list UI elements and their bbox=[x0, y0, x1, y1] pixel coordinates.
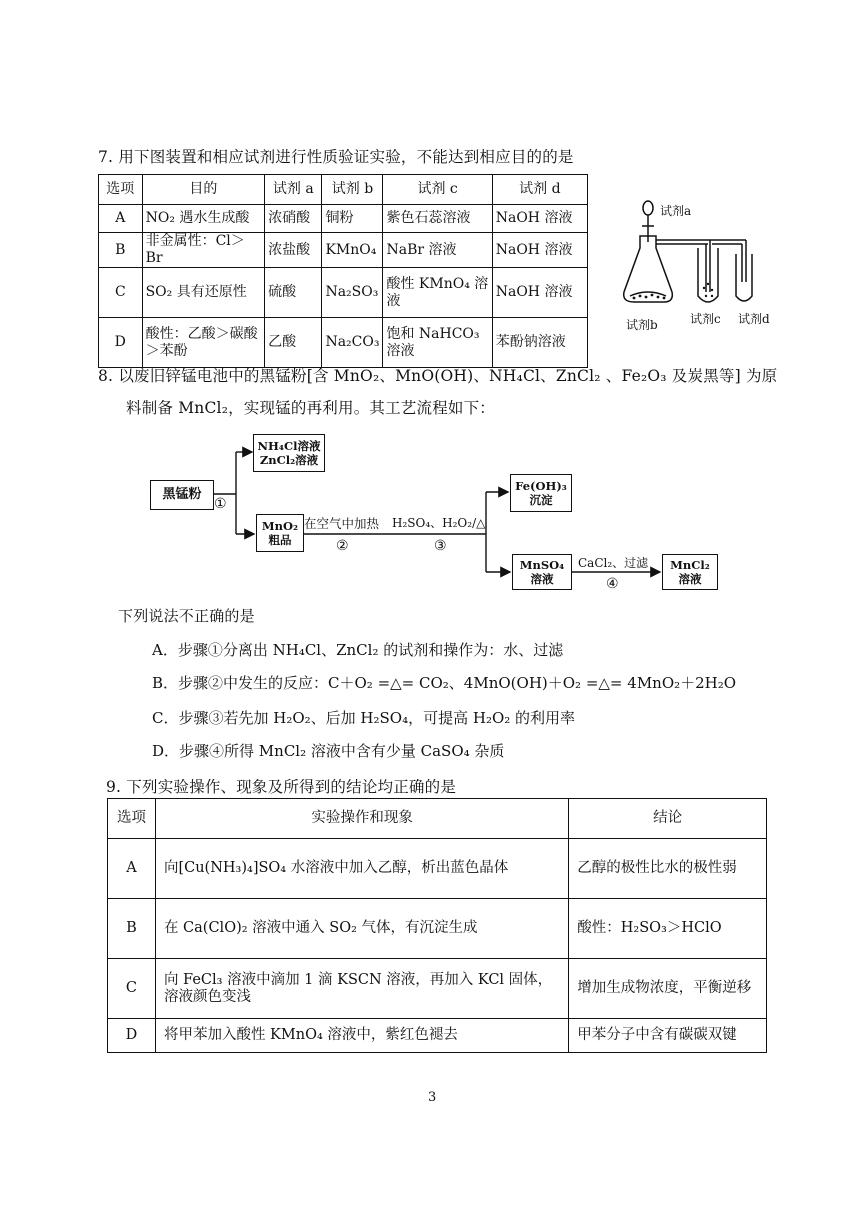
table-cell: 在 Ca(ClO)₂ 溶液中通入 SO₂ 气体，有沉淀生成 bbox=[155, 899, 568, 959]
reagent-d-label: 试剂d bbox=[738, 312, 770, 326]
table-cell: 向[Cu(NH₃)₄]SO₄ 水溶液中加入乙醇，析出蓝色晶体 bbox=[155, 839, 568, 899]
flow-step2: ② bbox=[336, 538, 349, 554]
table-cell: 乙酸 bbox=[265, 318, 322, 368]
table-cell: 向 FeCl₃ 溶液中滴加 1 滴 KSCN 溶液，再加入 KCl 固体，溶液颜色变浅 bbox=[155, 959, 568, 1019]
table-cell: B bbox=[108, 899, 156, 959]
q8-option-a: A．步骤①分离出 NH₄Cl、ZnCl₂ 的试剂和操作为：水、过滤 bbox=[152, 641, 564, 659]
table-cell: 紫色石蕊溶液 bbox=[383, 205, 492, 233]
header-cell: 试剂 d bbox=[492, 175, 587, 205]
table-cell: C bbox=[108, 959, 156, 1019]
flow-crude-line2: 粗品 bbox=[268, 533, 292, 547]
q8-prompt: 下列说法不正确的是 bbox=[118, 607, 255, 625]
header-cell: 试剂 b bbox=[322, 175, 383, 205]
flow-mncl2-box bbox=[662, 554, 718, 590]
table-cell: 浓盐酸 bbox=[265, 233, 322, 268]
flow-mnso4-line2: 溶液 bbox=[530, 572, 554, 586]
table-cell: Na₂CO₃ bbox=[322, 318, 383, 368]
table-cell: 增加生成物浓度，平衡逆移 bbox=[569, 959, 767, 1019]
flow-step4: ④ bbox=[606, 576, 619, 592]
table-cell: 酸性 KMnO₄ 溶液 bbox=[383, 268, 492, 318]
table-cell: KMnO₄ bbox=[322, 233, 383, 268]
table-cell: A bbox=[99, 205, 143, 233]
flow-feoh3-line2: 沉淀 bbox=[529, 493, 553, 507]
reagent-b-label: 试剂b bbox=[626, 318, 658, 332]
flow-feoh3-line1: Fe(OH)₃ bbox=[515, 479, 567, 493]
table-header-row bbox=[108, 799, 767, 839]
flow-arrows bbox=[0, 0, 867, 600]
table-cell: SO₂ 具有还原性 bbox=[142, 268, 265, 318]
table-cell: D bbox=[99, 318, 143, 368]
table-cell: 硫酸 bbox=[265, 268, 322, 318]
reagent-c-label: 试剂c bbox=[690, 312, 721, 326]
table-cell: 饱和 NaHCO₃ 溶液 bbox=[383, 318, 492, 368]
flow-feoh3-box bbox=[510, 474, 572, 512]
header-cell: 选项 bbox=[108, 799, 156, 839]
header-cell: 试剂 c bbox=[383, 175, 492, 205]
flow-mnso4-box bbox=[512, 554, 572, 590]
table-cell: 苯酚钠溶液 bbox=[492, 318, 587, 368]
flow-filtrate-line2: ZnCl₂溶液 bbox=[259, 453, 319, 467]
flow-mncl2-line2: 溶液 bbox=[678, 572, 702, 586]
table-cell: NaOH 溶液 bbox=[492, 268, 587, 318]
flow-start-label: 黑锰粉 bbox=[162, 487, 202, 502]
header-cell: 试剂 a bbox=[265, 175, 322, 205]
flow-step1: ① bbox=[214, 496, 227, 512]
table-cell: 铜粉 bbox=[322, 205, 383, 233]
table-row bbox=[108, 959, 767, 1019]
flow-mnso4-line1: MnSO₄ bbox=[519, 558, 565, 572]
page-number: 3 bbox=[428, 1090, 437, 1105]
table-cell: 乙醇的极性比水的极性弱 bbox=[569, 839, 767, 899]
flow-filtrate-box bbox=[253, 434, 325, 472]
flow-crude-box bbox=[256, 514, 304, 552]
flow-step4-condition: CaCl₂、过滤 bbox=[578, 556, 649, 570]
table-row bbox=[108, 899, 767, 959]
table-cell: B bbox=[99, 233, 143, 268]
flow-mncl2-line1: MnCl₂ bbox=[670, 558, 710, 572]
table-cell: NO₂ 遇水生成酸 bbox=[142, 205, 265, 233]
flow-step2-condition: 在空气中加热 bbox=[304, 516, 380, 531]
q9-stem: 9. 下列实验操作、现象及所得到的结论均正确的是 bbox=[106, 778, 457, 796]
flow-start-box bbox=[150, 480, 214, 510]
table-cell: NaOH 溶液 bbox=[492, 205, 587, 233]
flow-step3: ③ bbox=[434, 538, 447, 554]
table-row bbox=[108, 839, 767, 899]
table-cell: 甲苯分子中含有碳碳双键 bbox=[569, 1019, 767, 1053]
q8-option-c: C．步骤③若先加 H₂O₂、后加 H₂SO₄，可提高 H₂O₂ 的利用率 bbox=[152, 709, 576, 727]
reagent-a-label: 试剂a bbox=[660, 204, 692, 218]
table-cell: C bbox=[99, 268, 143, 318]
q7-stem: 7. 用下图装置和相应试剂进行性质验证实验，不能达到相应目的的是 bbox=[98, 148, 574, 166]
table-cell: 酸性：H₂SO₃＞HClO bbox=[569, 899, 767, 959]
flow-step3-condition: H₂SO₄、H₂O₂/△ bbox=[392, 516, 486, 530]
table-cell: 酸性：乙酸＞碳酸＞苯酚 bbox=[142, 318, 265, 368]
table-cell: Na₂SO₃ bbox=[322, 268, 383, 318]
table-cell: D bbox=[108, 1019, 156, 1053]
q9-table bbox=[107, 798, 767, 1053]
table-cell: A bbox=[108, 839, 156, 899]
header-cell: 选项 bbox=[99, 175, 143, 205]
header-cell: 目的 bbox=[142, 175, 265, 205]
table-cell: 非金属性：Cl＞Br bbox=[142, 233, 265, 268]
flow-crude-line1: MnO₂ bbox=[261, 519, 299, 533]
table-cell: NaBr 溶液 bbox=[383, 233, 492, 268]
q8-option-d: D．步骤④所得 MnCl₂ 溶液中含有少量 CaSO₄ 杂质 bbox=[152, 742, 505, 760]
q8-stem-line1: 8. 以废旧锌锰电池中的黑锰粉[含 MnO₂、MnO(OH)、NH₄Cl、ZnCl₂ 、Fe₂O₃ 及炭黑等] 为原 bbox=[98, 367, 778, 385]
table-row bbox=[108, 1019, 767, 1053]
flow-filtrate-line1: NH₄Cl溶液 bbox=[257, 439, 321, 453]
q8-stem-line2: 料制备 MnCl₂，实现锰的再利用。其工艺流程如下： bbox=[126, 399, 496, 417]
table-cell: 将甲苯加入酸性 KMnO₄ 溶液中，紫红色褪去 bbox=[155, 1019, 568, 1053]
header-cell: 实验操作和现象 bbox=[155, 799, 568, 839]
q8-option-b: B．步骤②中发生的反应：C＋O₂ =△= CO₂、4MnO(OH)＋O₂ =△= 4MnO₂＋2H₂O bbox=[152, 674, 737, 692]
table-cell: NaOH 溶液 bbox=[492, 233, 587, 268]
table-cell: 浓硝酸 bbox=[265, 205, 322, 233]
header-cell: 结论 bbox=[569, 799, 767, 839]
